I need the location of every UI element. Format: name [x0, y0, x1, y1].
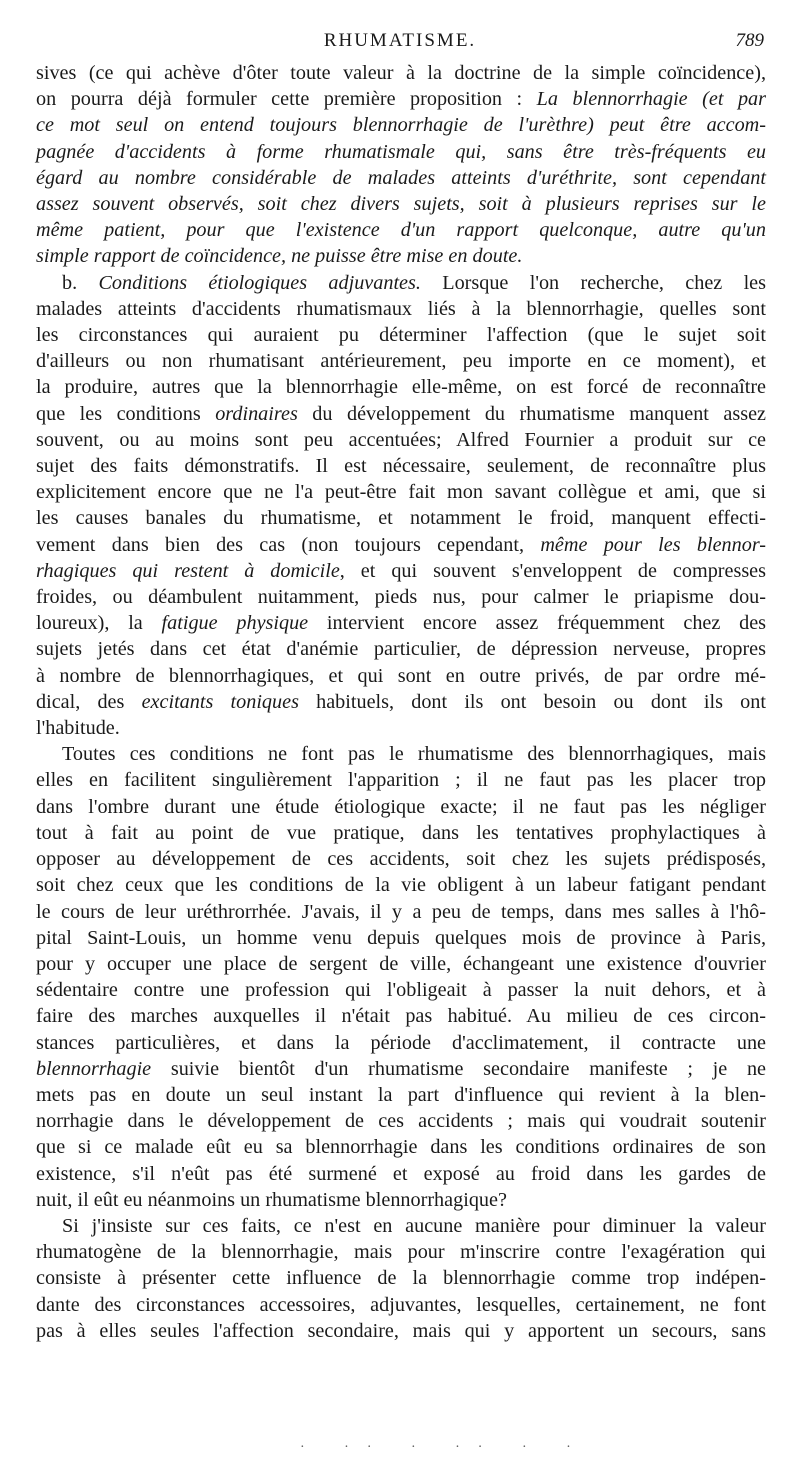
text-line — [36, 532, 766, 558]
text-segment: à nombre de blennorrhagiques, et qui sont en outre privés, de par ordre mé- — [36, 664, 766, 687]
italic-text: Conditions étiologiques adjuvantes. — [98, 271, 421, 294]
text-segment: les circonstances qui auraient pu déterminer l'affection (que le sujet soit — [36, 324, 766, 347]
text-segment: Si j'insiste sur ces faits, ce n'est en aucune manière pour diminuer la valeur — [62, 1214, 766, 1237]
text-line — [36, 689, 766, 715]
text-segment: sujets jetés dans cet état d'anémie particulier, de dépression nerveuse, propres — [36, 638, 766, 661]
text-segment: dical, des — [36, 690, 142, 713]
text-line — [36, 296, 766, 322]
text-line — [36, 505, 766, 531]
italic-text: rhagiques qui restent à domicile — [36, 559, 340, 582]
text-segment: la produire, autres que la blennorrhagie elle-même, on est forcé de reconnaître — [36, 376, 766, 399]
text-line — [36, 139, 766, 165]
text-line — [36, 1134, 766, 1160]
text-segment: Toutes ces conditions ne font pas le rhumatisme des blennorrhagiques, mais — [62, 743, 766, 766]
text-segment: souvent, ou au moins sont peu accentuées; Alfred Fournier a produit sur ce — [36, 428, 766, 451]
text-line — [36, 951, 766, 977]
text-segment: rhumatogène de la blennorrhagie, mais pour m'inscrire contre l'exagération qui — [36, 1241, 766, 1264]
italic-text: simple rapport de coïncidence, ne puisse être mise en doute. — [36, 245, 523, 268]
text-segment: dans l'ombre durant une étude étiologique exacte; il ne faut pas les négliger — [36, 795, 766, 818]
text-line — [36, 636, 766, 662]
text-segment: faire des marches auxquelles il n'était pas habitué. Au milieu de ces circon- — [36, 1005, 766, 1028]
text-line — [36, 1213, 766, 1239]
italic-text: assez souvent observés, soit chez divers sujets, soit à plusieurs reprises sur le — [36, 193, 766, 216]
text-segment: que si ce malade eût eu sa blennorrhagie dans les conditions ordinaires de son — [36, 1136, 766, 1159]
text-segment: habituels, dont ils ont besoin ou dont ils ont — [298, 690, 766, 713]
text-line — [36, 584, 766, 610]
text-segment: vement dans bien des cas (non toujours cependant, — [36, 533, 541, 556]
text-line — [36, 1265, 766, 1291]
text-line — [36, 86, 766, 112]
italic-text: ce mot seul on entend toujours blennorrhagie de l'urèthre) peut être accom- — [36, 114, 766, 137]
text-segment: sédentaire contre une profession qui l'obligeait à passer la nuit dehors, et à — [36, 979, 766, 1002]
text-segment: consiste à présenter cette influence de la blennorrhagie comme trop indépen- — [36, 1267, 766, 1290]
text-segment: mets pas en doute un seul instant la part d'influence qui revient à la blen- — [36, 1083, 766, 1106]
text-segment: le cours de leur uréthrorrhée. J'avais, il y a peu de temps, dans mes salles à l'hô- — [36, 900, 766, 923]
text-segment: intervient encore assez fréquemment chez des — [308, 612, 767, 635]
text-line — [36, 1187, 766, 1213]
text-line — [36, 401, 766, 427]
text-line — [36, 846, 766, 872]
text-line — [36, 1239, 766, 1265]
text-segment: d'ailleurs ou non rhumatisant antérieurement, peu importe en ce moment), et — [36, 350, 766, 373]
text-line — [36, 453, 766, 479]
text-line — [36, 374, 766, 400]
text-segment: opposer au développement de ces accidents, soit chez les sujets prédisposés, — [36, 848, 766, 871]
text-segment: Lorsque l'on recherche, chez les — [420, 271, 766, 294]
text-line — [36, 1108, 766, 1134]
italic-text: égard au nombre considérable de malades atteints d'uréthrite, sont cependant — [36, 166, 766, 189]
text-line — [36, 217, 766, 243]
running-title: RHUMATISME. — [323, 30, 477, 51]
text-segment: suivie bientôt d'un rhumatisme secondaire manifeste ; je ne — [151, 1057, 766, 1080]
text-segment: du développement du rhumatisme manquent assez — [297, 402, 766, 425]
text-line — [36, 925, 766, 951]
italic-text: même pour les blennor- — [540, 533, 766, 556]
text-segment: soit chez ceux que les conditions de la vie obligent à un labeur fatigant pendant — [36, 874, 766, 897]
text-segment: pas à elles seules l'affection secondaire, mais qui y apportent un secours, sans — [36, 1319, 766, 1342]
text-line — [36, 741, 766, 767]
italic-text: excitants toniques — [141, 690, 299, 713]
text-segment: malades atteints d'accidents rhumatismaux liés à la blennorrhagie, quelles sont — [36, 297, 766, 320]
text-segment: nuit, il eût eu néanmoins un rhumatisme blennorrhagique? — [36, 1188, 507, 1211]
text-segment: existence, s'il n'eût pas été surmené et exposé au froid dans les gardes de — [36, 1162, 766, 1185]
body-text — [36, 60, 766, 1344]
italic-text: La blennorrhagie (et par — [536, 88, 766, 111]
scan-specks: · ·· · ·· · · — [300, 1440, 589, 1455]
italic-text: ordinaires — [215, 402, 298, 425]
text-line — [36, 1056, 766, 1082]
text-segment: elles en facilitent singulièrement l'apparition ; il ne faut pas les placer trop — [36, 769, 766, 792]
text-segment: tout à fait au point de vue pratique, dans les tentatives prophylactiques à — [36, 821, 766, 844]
text-segment: que les conditions — [36, 402, 216, 425]
text-line — [36, 767, 766, 793]
text-line — [36, 322, 766, 348]
text-line — [36, 348, 766, 374]
text-line — [36, 794, 766, 820]
text-line — [36, 60, 766, 86]
text-line — [36, 270, 766, 296]
text-line — [36, 872, 766, 898]
page-number: 789 — [735, 30, 764, 51]
text-line — [36, 610, 766, 636]
text-line — [36, 1082, 766, 1108]
text-segment: b. — [62, 271, 99, 294]
text-segment: stances particulières, et dans la période d'acclimatement, il contracte une — [36, 1031, 766, 1054]
text-segment: froides, ou déambulent nuitamment, pieds nus, pour calmer le priapisme dou- — [36, 586, 766, 609]
text-segment: norrhagie dans le développement de ces accidents ; mais qui voudrait soutenir — [36, 1110, 766, 1133]
text-line — [36, 479, 766, 505]
text-segment: pital Saint-Louis, un homme venu depuis quelques mois de province à Paris, — [36, 926, 766, 949]
text-line — [36, 977, 766, 1003]
text-segment: l'habitude. — [36, 717, 120, 740]
page-header — [36, 30, 764, 54]
text-segment: , et qui souvent s'enveloppent de compresses — [339, 559, 766, 582]
text-line — [36, 1292, 766, 1318]
text-line — [36, 191, 766, 217]
text-line — [36, 165, 766, 191]
text-segment: on pourra déjà formuler cette première proposition : — [36, 88, 537, 111]
text-line — [36, 1318, 766, 1344]
italic-text: fatigue physique — [161, 612, 309, 635]
text-line — [36, 427, 766, 453]
text-segment: dante des circonstances accessoires, adjuvantes, lesquelles, certainement, ne font — [36, 1293, 766, 1316]
text-line — [36, 820, 766, 846]
text-segment: les causes banales du rhumatisme, et notamment le froid, manquent effecti- — [36, 507, 766, 530]
text-segment: sujet des faits démonstratifs. Il est nécessaire, seulement, de reconnaître plus — [36, 455, 766, 478]
text-line — [36, 1003, 766, 1029]
text-line — [36, 663, 766, 689]
text-line — [36, 899, 766, 925]
text-line — [36, 558, 766, 584]
italic-text: pagnée d'accidents à forme rhumatismale qui, sans être très-fréquents eu — [36, 140, 766, 163]
italic-text: même patient, pour que l'existence d'un rapport quelconque, autre qu'un — [36, 219, 766, 242]
text-segment: sives (ce qui achève d'ôter toute valeur à la doctrine de la simple coïncidence), — [36, 62, 766, 84]
text-segment: pour y occuper une place de sergent de ville, échangeant une existence d'ouvrier — [36, 952, 766, 975]
text-line — [36, 715, 766, 741]
text-line — [36, 1030, 766, 1056]
text-line — [36, 243, 766, 269]
text-segment: explicitement encore que ne l'a peut-être fait mon savant collègue et ami, que si — [36, 481, 766, 504]
text-line — [36, 112, 766, 138]
text-segment: loureux), la — [36, 612, 162, 635]
text-line — [36, 1161, 766, 1187]
italic-text: blennorrhagie — [36, 1057, 152, 1080]
